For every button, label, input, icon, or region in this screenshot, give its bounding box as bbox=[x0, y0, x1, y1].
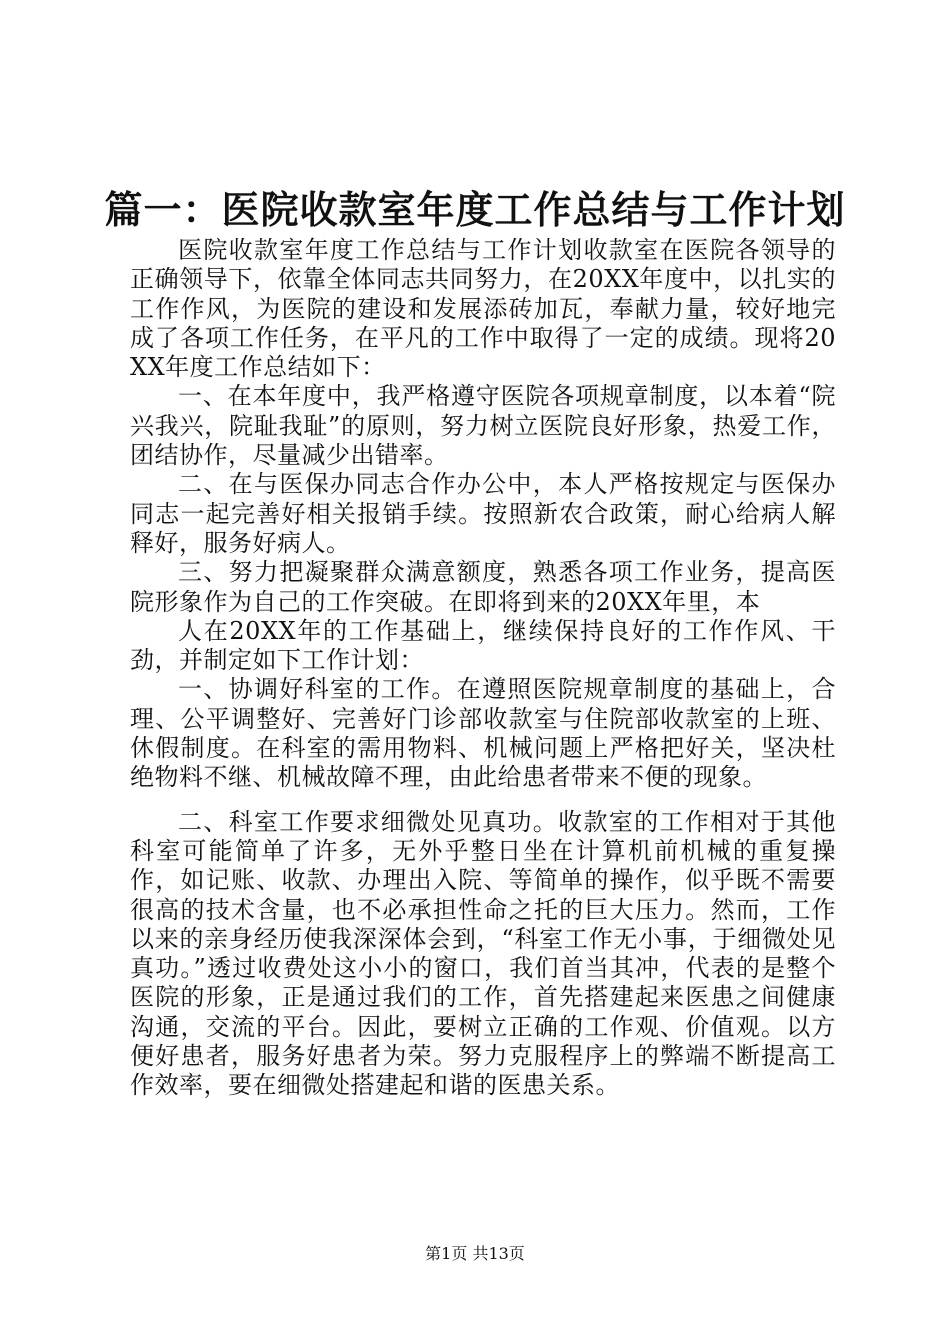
paragraph-intro: 医院收款室年度工作总结与工作计划收款室在医院各领导的正确领导下，依靠全体同志共同努力，在20XX年度中，以扎实的工作作风，为医院的建设和发展添砖加瓦，奉献力量，较好地完成了各项工作任务，在平凡的工作中取得了一定的成绩。现将20XX年度工作总结如下： bbox=[130, 236, 836, 382]
paragraph-summary-3: 三、努力把凝聚群众满意额度，熟悉各项工作业务，提高医院形象作为自己的工作突破。在即将到来的20XX年里，本 bbox=[130, 558, 836, 616]
page-footer: 第1页 共13页 bbox=[425, 1244, 525, 1263]
paragraph-plan-2: 二、科室工作要求细微处见真功。收款室的工作相对于其他科室可能简单了许多，无外乎整日坐在计算机前机械的重复操作，如记账、收款、办理出入院、等简单的操作，似乎既不需要很高的技术含量，也不必承担性命之托的巨大压力。然而，工作以来的亲身经历使我深深体会到，“科室工作无小事，于细微处见真功。”透过收费处这小小的窗口，我们首当其冲，代表的是整个医院的形象，正是通过我们的工作，首先搭建起来医患之间健康沟通，交流的平台。因此，要树立正确的工作观、价值观。以方便好患者，服务好患者为荣。努力克服程序上的弊端不断提高工作效率，要在细微处搭建起和谐的医患关系。 bbox=[130, 807, 836, 1100]
document-body bbox=[130, 236, 836, 1101]
paragraph-plan-intro: 人在20XX年的工作基础上，继续保持良好的工作作风、干劲，并制定如下工作计划： bbox=[130, 616, 836, 675]
document-title: 篇一：医院收款室年度工作总结与工作计划 bbox=[104, 187, 846, 232]
paragraph-plan-1: 一、协调好科室的工作。在遵照医院规章制度的基础上，合理、公平调整好、完善好门诊部收款室与住院部收款室的上班、休假制度。在科室的需用物料、机械问题上严格把好关，坚决杜绝物料不继、机械故障不理，由此给患者带来不便的现象。 bbox=[130, 675, 836, 792]
paragraph-summary-2: 二、在与医保办同志合作办公中，本人严格按规定与医保办同志一起完善好相关报销手续。按照新农合政策，耐心给病人解释好，服务好病人。 bbox=[130, 470, 836, 557]
paragraph-summary-1: 一、在本年度中，我严格遵守医院各项规章制度，以本着“院兴我兴，院耻我耻”的原则，努力树立医院良好形象，热爱工作，团结协作，尽量减少出错率。 bbox=[130, 382, 836, 470]
